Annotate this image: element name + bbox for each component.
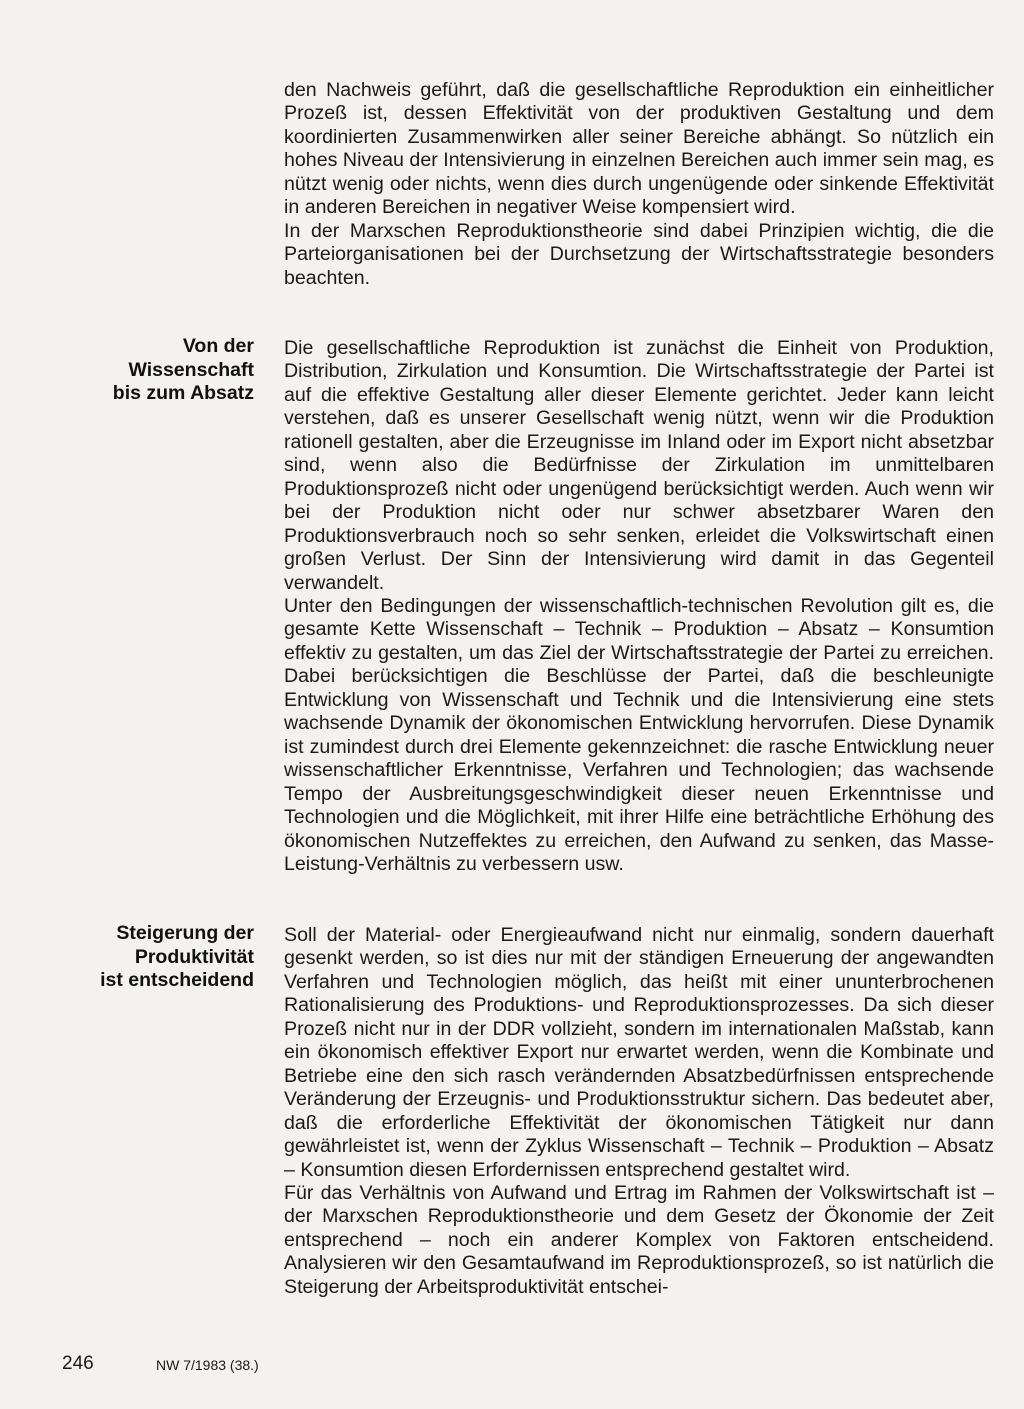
margin-heading-line: Wissenschaft: [128, 358, 254, 381]
paragraph: den Nachweis geführt, daß die gesellschaftliche Reproduktion ein einheitlicher Prozeß ist, dessen Effektivität von der produktiven Gestaltung und dem koordinierten Zusammenwirken aller seiner Bereiche abhängt. So nützlich ein hohes Niveau der Intensivierung in einzelnen Bereichen auch immer sein mag, es nützt wenig oder nichts, wenn dies durch ungenügende oder sinkende Effektivität in anderen Bereichen in negativer Weise kompensiert wird.: [284, 79, 994, 219]
margin-heading-line: Von der: [182, 335, 254, 357]
margin-heading: [60, 922, 254, 993]
paragraph: Unter den Bedingungen der wissenschaftlich-technischen Revolution gilt es, die gesamte Kette Wissenschaft – Technik – Produktion – Absatz – Konsumtion effektiv zu gestalten, um das Ziel der Wirtschaftsstrategie der Partei zu erreichen. Dabei berücksichtigen die Beschlüsse der Partei, daß die beschleunigte Entwicklung von Wissenschaft und Technik und die Intensivierung eine stets wachsende Dynamik der ökonomischen Entwicklung hervorrufen. Diese Dynamik ist zumindest durch drei Elemente gekennzeichnet: die rasche Entwicklung neuer wissenschaftlicher Erkenntnisse, Verfahren und Technologien; das wachsende Tempo der Ausbreitungsgeschwindigkeit dieser neuen Erkenntnisse und Technologien und die Möglichkeit, mit ihrer Hilfe eine beträchtliche Erhöhung des ökonomischen Nutzeffektes zu erreichen, den Aufwand zu senken, das Masse-Leistung-Verhältnis zu verbessern usw.: [284, 594, 994, 875]
section-body: [284, 79, 994, 290]
paragraph: Soll der Material- oder Energieaufwand nicht nur einmalig, sondern dauerhaft gesenkt werden, so ist dies nur mit der ständigen Erneuerung der angewandten Verfahren und Technologien möglich, das heißt mit einer ununterbrochenen Rationalisierung des Produktions- und Reproduktionsprozesses. Da sich dieser Prozeß nicht nur in der DDR vollzieht, sondern im internationalen Maßstab, kann ein ökonomisch effektiver Export nur erwartet werden, wenn die Kombinate und Betriebe eine den sich rasch verändernden Absatzbedürfnissen entsprechende Veränderung der Erzeugnis- und Produktionsstruktur sichern. Das bedeutet aber, daß die erforderliche Effektivität der ökonomischen Tätigkeit nur dann gewährleistet ist, wenn der Zyklus Wissenschaft – Technik – Produktion – Absatz – Konsumtion diesen Erfordernissen entsprechend gestaltet wird.: [284, 924, 994, 1181]
margin-heading-line: Produktivität: [134, 945, 254, 968]
margin-heading: [60, 335, 254, 406]
section-body: [284, 924, 994, 1299]
section-body: [284, 337, 994, 876]
paragraph: Die gesellschaftliche Reproduktion ist zunächst die Einheit von Produktion, Distribution, Zirkulation und Konsumtion. Die Wirtschaftsstrategie der Partei ist auf die effektive Gestaltung aller dieser Elemente gerichtet. Jeder kann leicht verstehen, daß es unserer Gesellschaft wenig nützt, wenn wir die Produktion rationell gestalten, aber die Erzeugnisse im Inland oder im Export nicht absetzbar sind, wenn also die Bedürfnisse der Zirkulation im unmittelbaren Produktionsprozeß nicht oder ungenügend berücksichtigt werden. Auch wenn wir bei der Produktion nicht oder nur schwer absetzbarer Waren den Produktionsverbrauch noch so sehr senken, erleidet die Volkswirtschaft einen großen Verlust. Der Sinn der Intensivierung wird damit in das Gegenteil verwandelt.: [284, 337, 994, 594]
issue-reference: NW 7/1983 (38.): [156, 1357, 259, 1373]
paragraph: Für das Verhältnis von Aufwand und Ertrag im Rahmen der Volkswirtschaft ist – der Marxschen Reproduktionstheorie und dem Gesetz der Ökonomie der Zeit entsprechend – noch ein anderer Komplex von Faktoren entscheidend. Analysieren wir den Gesamtaufwand im Reproduktionsprozeß, so ist natürlich die Steigerung der Arbeitsproduktivität entschei-: [284, 1181, 994, 1298]
paragraph: In der Marxschen Reproduktionstheorie sind dabei Prinzipien wichtig, die die Parteiorganisationen bei der Durchsetzung der Wirtschaftsstrategie besonders beachten.: [284, 219, 994, 289]
margin-heading-line: bis zum Absatz: [112, 382, 254, 404]
page-number: 246: [62, 1353, 94, 1374]
margin-heading-line: Steigerung der: [116, 922, 254, 944]
page-footer: [62, 1352, 462, 1382]
margin-heading-line: ist entscheidend: [100, 969, 254, 991]
